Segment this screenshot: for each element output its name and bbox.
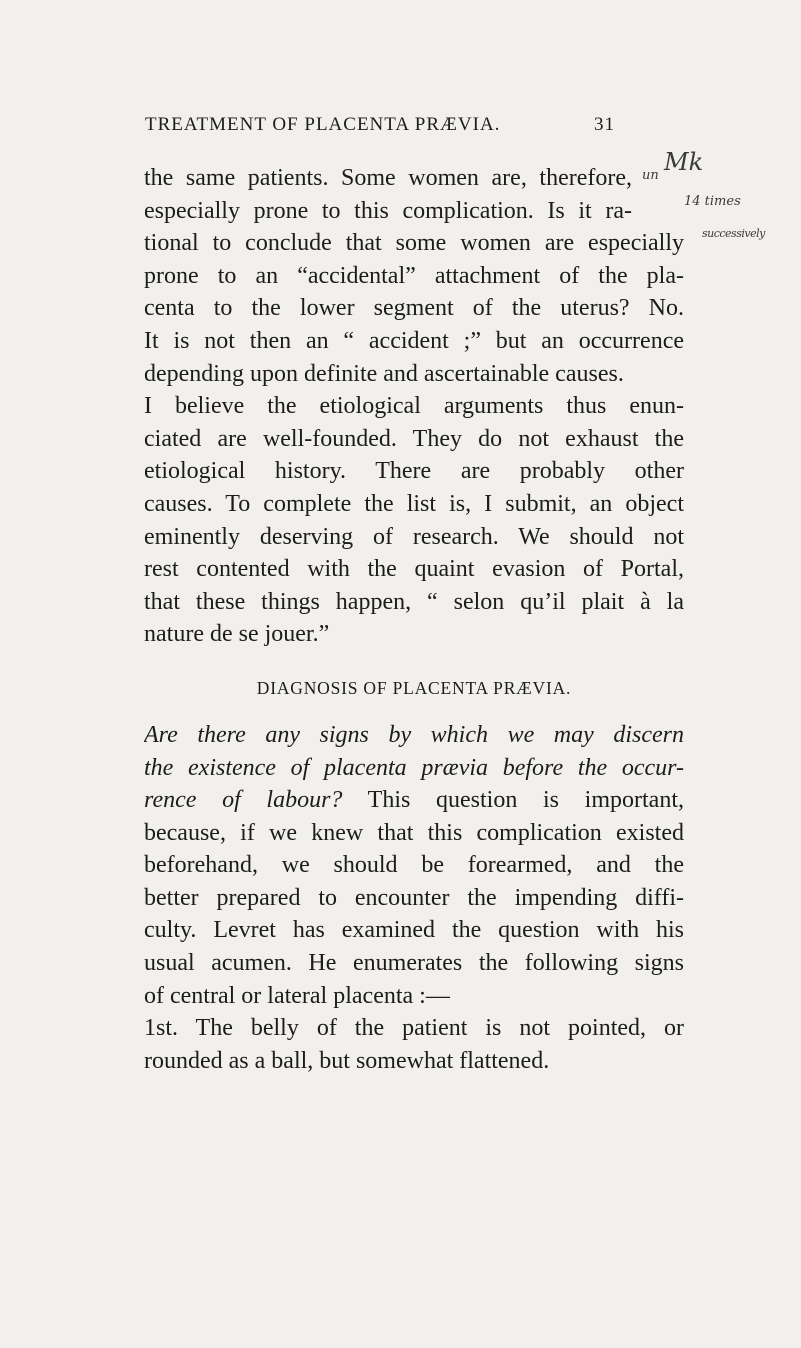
text-line: centa to the lower segment of the uterus? No. (144, 295, 684, 322)
page-number: 31 (594, 114, 615, 135)
text-line (144, 719, 684, 752)
handwritten-note: 14 times (684, 194, 741, 209)
text-line: usual acumen. He enumerates the following signs (144, 950, 684, 977)
text-line: culty. Levret has examined the question with his (144, 917, 684, 944)
text-line: rounded as a ball, but somewhat flattened. (144, 1047, 550, 1074)
text-line (144, 784, 684, 817)
handwritten-note: successively (702, 227, 765, 240)
paragraph-4 (144, 1012, 684, 1077)
handwritten-note: Mk (664, 148, 704, 176)
body-text (144, 162, 684, 1077)
handwritten-note: un (642, 168, 659, 183)
text-line: of central or lateral placenta :— (144, 982, 450, 1009)
italic-question: rence of labour? (144, 787, 343, 814)
running-header (145, 114, 615, 136)
text-line: better prepared to encounter the impending diffi- (144, 884, 684, 911)
text-line (144, 752, 684, 785)
text-line: ciated are well-founded. They do not exhaust the (144, 425, 684, 452)
text-line: nature de se jouer.” (144, 621, 330, 648)
text-line: prone to an “accidental” attachment of the pla- (144, 262, 684, 289)
text-line: depending upon definite and ascertainable causes. (144, 360, 624, 387)
paragraph-2 (144, 390, 684, 651)
header-title: TREATMENT OF PLACENTA PRÆVIA. (145, 114, 501, 135)
text-line: etiological history. There are probably other (144, 458, 684, 485)
text-line: It is not then an “ accident ;” but an occurrence (144, 327, 684, 354)
text-line: beforehand, we should be forearmed, and the (144, 852, 684, 879)
text-span: This question is important, (342, 787, 684, 814)
italic-question: Are there any signs by which we may discern (144, 721, 684, 748)
text-line: 1st. The belly of the patient is not pointed, or (144, 1015, 684, 1042)
paragraph-3 (144, 719, 684, 1012)
text-line: especially prone to this complication. Is it ra- (144, 197, 632, 224)
text-line: tional to conclude that some women are especially (144, 230, 684, 257)
text-line: because, if we knew that this complication existed (144, 819, 684, 846)
paragraph-1 (144, 162, 684, 390)
text-line: I believe the etiological arguments thus enun- (144, 393, 684, 420)
text-line: that these things happen, “ selon qu’il plait à la (144, 588, 684, 615)
text-line: the same patients. Some women are, therefore, (144, 165, 632, 191)
text-line: rest contented with the quaint evasion of Portal, (144, 556, 684, 583)
section-heading: DIAGNOSIS OF PLACENTA PRÆVIA. (256, 677, 572, 698)
text-line: causes. To complete the list is, I submit, an object (144, 490, 684, 517)
text-line: eminently deserving of research. We should not (144, 523, 684, 550)
italic-question: the existence of placenta prævia before the occur- (144, 754, 684, 781)
